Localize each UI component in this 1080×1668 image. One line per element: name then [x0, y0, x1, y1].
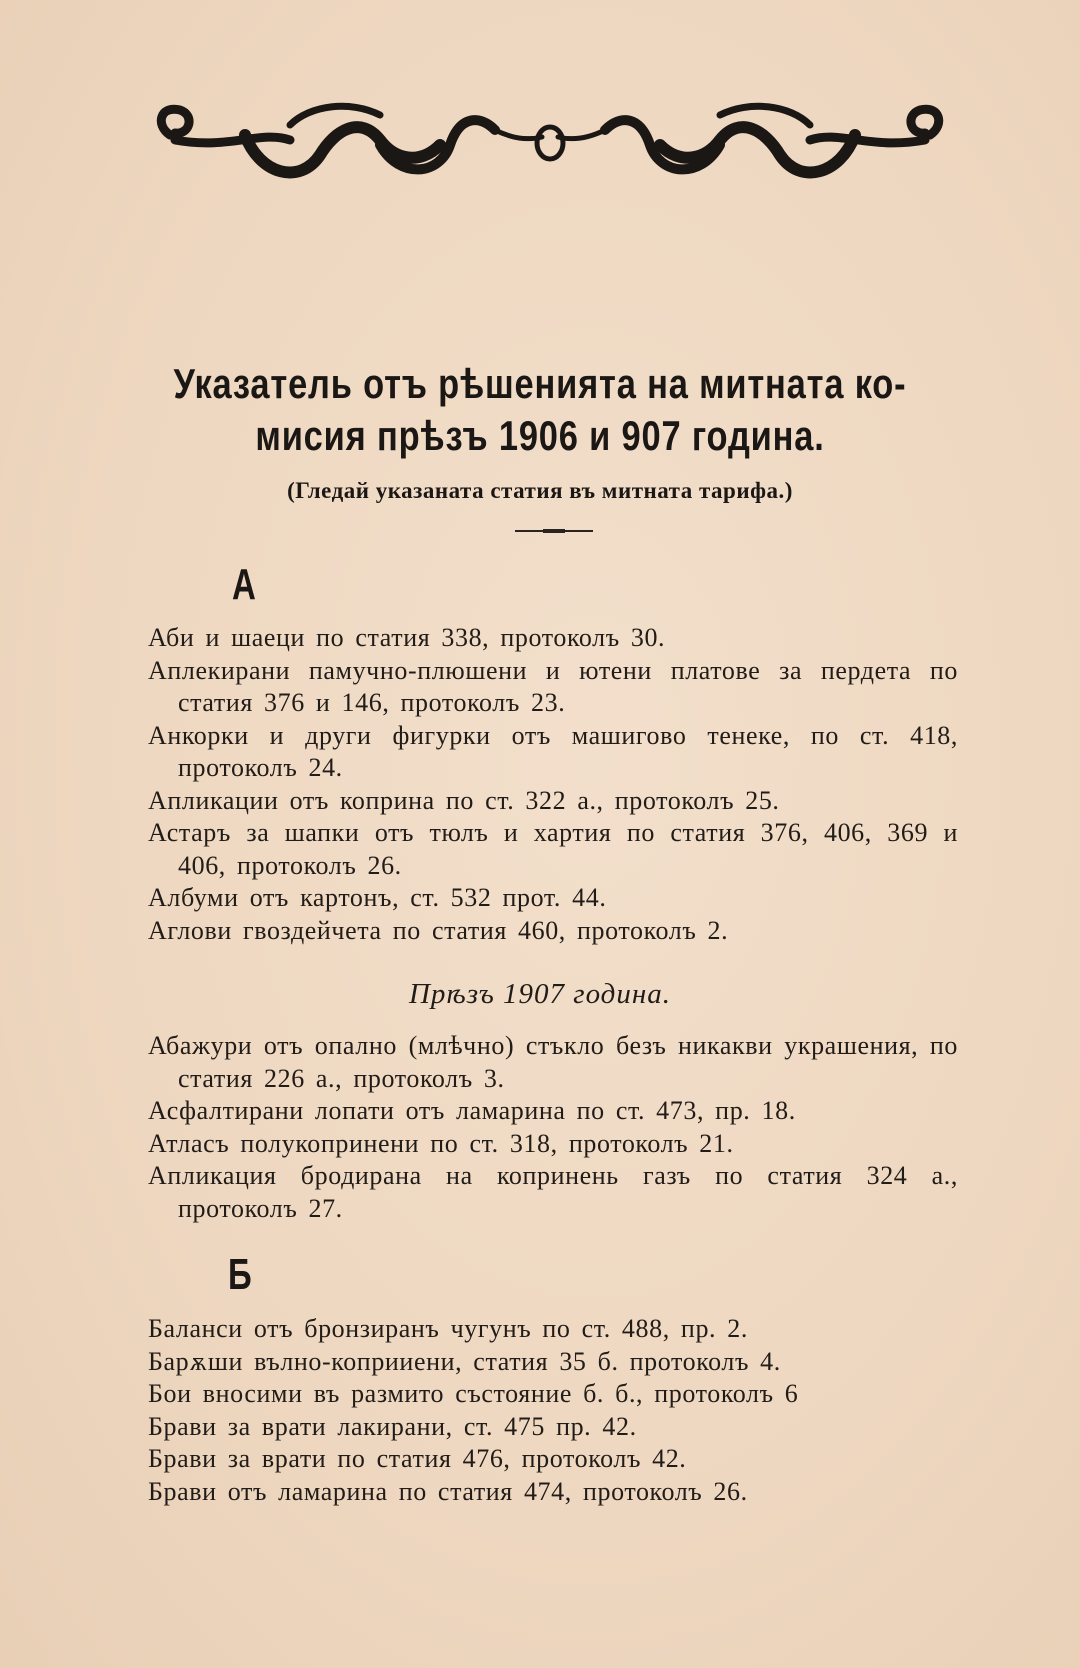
section-letter-a: А	[232, 560, 256, 609]
list-item: Апликация бродирана на копринень газъ по статия 324 а., протоколъ 27.	[148, 1161, 958, 1223]
list-item: Абажури отъ опално (млѣчно) стъкло безъ никакви украшения, по статия 226 а., протоколъ 3.	[148, 1031, 958, 1093]
entries-list-a	[148, 622, 958, 947]
list-item: Бои вносими въ размито състояние б. б., протоколъ 6	[148, 1379, 799, 1408]
decorative-ornament	[150, 95, 960, 205]
title-line-2: мисия прѣзъ 1906 и 907 година.	[255, 412, 825, 459]
subtitle: (Гледай указаната статия въ митната тарифа.)	[287, 478, 793, 503]
subheading-1907: Прѣзъ 1907 година.	[408, 978, 671, 1010]
list-item: Анкорки и други фигурки отъ машигово тенеке, по ст. 418, протоколъ 24.	[148, 720, 958, 782]
list-item: Асфалтирани лопати отъ ламарина по ст. 473, пр. 18.	[148, 1096, 796, 1125]
list-item: Баланси отъ бронзиранъ чугунъ по ст. 488, пр. 2.	[148, 1314, 748, 1343]
entries-list-b	[148, 1313, 958, 1508]
list-item: Аплекирани памучно-плюшени и ютени платове за пердета по статия 376 и 146, протоколъ 23.	[148, 655, 958, 717]
list-item: Атласъ полукопринени по ст. 318, протоколъ 21.	[148, 1128, 734, 1158]
list-item: Брави за врати по статия 476, протоколъ 42.	[148, 1444, 687, 1473]
list-item: Брави за врати лакирани, ст. 475 пр. 42.	[148, 1411, 637, 1441]
page-title	[97, 358, 983, 462]
list-item: Апликации отъ коприна по ст. 322 а., протоколъ 25.	[148, 785, 780, 815]
list-item: Барѫши вълно-коприиени, статия 35 б. протоколъ 4.	[148, 1346, 781, 1376]
divider-rule	[515, 530, 593, 532]
list-item: Брави отъ ламарина по статия 474, протоколъ 26.	[148, 1476, 748, 1506]
entries-list-1907	[148, 1030, 958, 1225]
section-letter-b: Б	[228, 1250, 252, 1299]
list-item: Албуми отъ картонъ, ст. 532 прот. 44.	[148, 883, 607, 912]
list-item: Аглови гвоздейчета по статия 460, протоколъ 2.	[148, 915, 729, 945]
list-item: Астаръ за шапки отъ тюлъ и хартия по статия 376, 406, 369 и 406, протоколъ 26.	[148, 818, 958, 880]
title-line-1: Указатель отъ рѣшенията на митната ко-	[173, 360, 907, 407]
list-item: Аби и шаеци по статия 338, протоколъ 30.	[148, 623, 666, 652]
